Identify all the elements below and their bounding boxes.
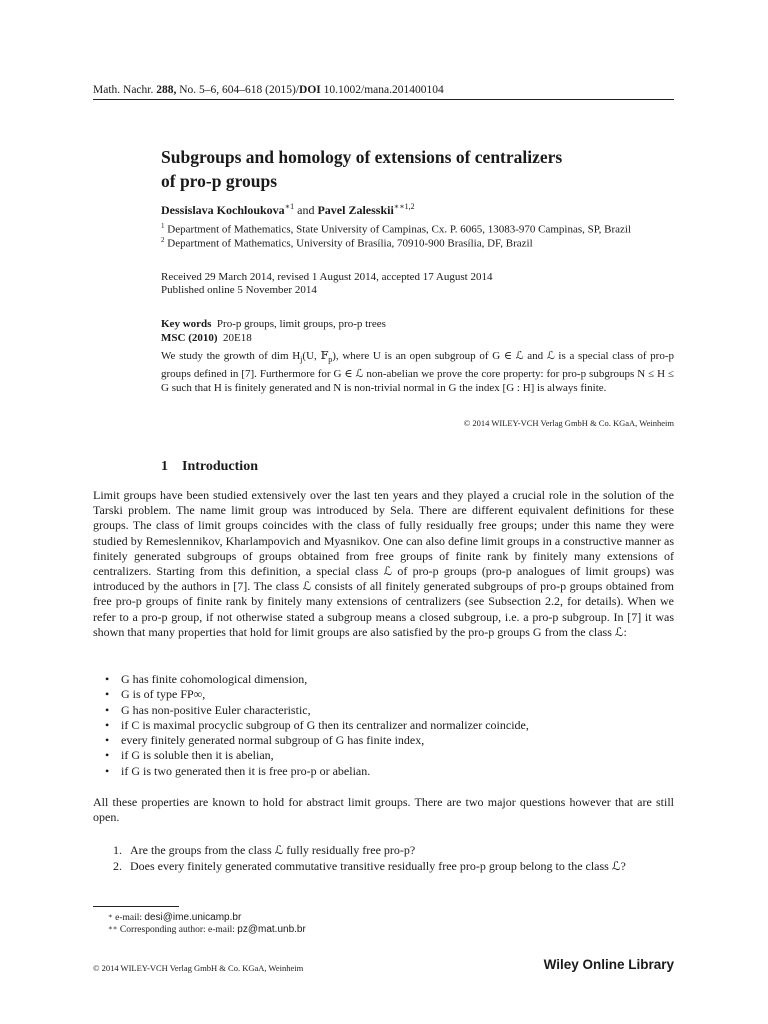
subscript-j: j [300,355,303,365]
question-list [113,842,626,874]
footnote-mark: ∗ [108,912,113,920]
published-date: Published online 5 November 2014 [161,284,317,296]
section-title: Introduction [182,459,258,474]
question-number: 2. [113,859,122,873]
msc-value: 20E18 [223,332,252,344]
keywords [161,318,386,330]
list-item: • if G is two generated then it is free pro-p or abelian. [105,764,529,779]
affiliation-text: Department of Mathematics, State University of Campinas, Cx. P. 6065, 13083-970 Campinas, SP, Brazil [167,223,632,236]
title-line-2: of pro-p groups [161,171,278,191]
open-questions-paragraph: All these properties are known to hold for abstract limit groups. There are two major questions however that are still open. [93,795,674,825]
email-link[interactable]: desi@ime.unicamp.br [144,912,242,923]
author-name: Dessislava Kochloukova [161,203,285,217]
list-item: • G is of type FP∞, [105,687,529,702]
affiliation [161,222,631,236]
affiliation-mark: 2 [161,236,165,244]
list-item [113,842,626,858]
keywords-value: Pro-p groups, limit groups, pro-p trees [216,318,386,330]
doi-label: DOI [299,84,321,96]
keywords-label: Key words [161,318,212,330]
journal-name: Math. Nachr. [93,84,154,96]
list-item: • G has finite cohomological dimension, [105,672,529,687]
header-divider [93,99,674,100]
section-heading [161,459,258,475]
msc-classification [161,332,252,344]
doi-link[interactable]: 10.1002/mana.201400104 [323,84,444,96]
author-list [161,202,415,218]
list-item: • every finitely generated normal subgroup of G has finite index, [105,733,529,748]
author-mark: ∗∗1,2 [393,202,415,211]
list-item [113,858,626,874]
question-text: Are the groups from the class ℒ fully residually free pro-p? [130,843,416,857]
property-list [105,672,529,779]
author-mark: ∗1 [284,202,295,211]
author-name: Pavel Zalesskii [317,203,394,217]
received-dates: Received 29 March 2014, revised 1 August 2014, accepted 17 August 2014 [161,271,493,283]
footnote-divider [93,906,179,907]
intro-paragraph: Limit groups have been studied extensively over the last ten years and they played a crucial role in the solution of the Tarski problem. The name limit group was introduced by Sela. There are different equivalent definitions for these groups. The class of limit groups coincides with the class of fully residually free groups; under this name they were studied by Remeslennikov, Kharlampovich and Myasnikov. One can also define limit groups in a constructive manner as finitely generated subgroups of groups obtained from free groups of finite rank by finitely many extensions of centralizers. Starting from this definition, a special class ℒ of pro-p groups (pro-p analogues of limit groups) was introduced by the authors in [7]. The class ℒ consists of all finitely generated subgroups of pro-p groups obtained from free pro-p groups of finite rank by finitely many extensions of centralizers (see Subsection 2.2, for details). When we refer to a pro-p group, if not otherwise stated a subgroup means a closed subgroup, i.e. a pro-p subgroup. In [7] it was shown that many properties that hold for limit groups are also satisfied by the pro-p groups G from the class ℒ: [93,488,674,639]
affiliation-text: Department of Mathematics, University of Brasília, 70910-900 Brasília, DF, Brazil [167,237,533,250]
question-text: Does every finitely generated commutative transitive residually free pro-p group belong to the class ℒ? [130,859,626,873]
article-title [161,145,631,193]
list-item: • G has non-positive Euler characteristic, [105,703,529,718]
section-number: 1 [161,459,168,474]
journal-issue: No. 5–6, 604–618 (2015) [179,84,296,96]
journal-header [93,84,444,96]
author-conjunction: and [297,203,315,217]
title-line-1: Subgroups and homology of extensions of centralizers [161,147,563,167]
abstract-text: (U, 𝔽 [302,350,329,362]
abstract [161,349,674,395]
question-number: 1. [113,843,122,857]
footnote [108,924,306,935]
publisher-logo[interactable]: Wiley Online Library [543,957,674,972]
journal-volume: 288, [156,84,177,96]
subscript-p: p [328,355,333,365]
copyright-notice: © 2014 WILEY-VCH Verlag GmbH & Co. KGaA, Weinheim [463,418,674,428]
header-separator: / [295,84,300,96]
abstract-text: ), where U is an open subgroup of G ∈ ℒ and ℒ is a special class of pro-p groups defined in [7]. Furthermore for G ∈ ℒ non-abelian we prove the core property: for pro-p subgroups N ≤ H ≤ G such that H is finitely generated and N is non-trivial normal in G the index [G : H] is always finite. [161,350,674,395]
footnote-label: Corresponding author: e-mail: [119,925,235,935]
footnote-mark: ∗∗ [108,924,118,932]
footnote [108,912,241,923]
copyright-footer: © 2014 WILEY-VCH Verlag GmbH & Co. KGaA, Weinheim [93,963,304,973]
abstract-text: We study the growth of dim H [161,350,301,362]
affiliation [161,236,533,250]
list-item: • if G is soluble then it is abelian, [105,748,529,763]
affiliation-mark: 1 [161,222,165,230]
list-item: • if C is maximal procyclic subgroup of G then its centralizer and normalizer coincide, [105,718,529,733]
email-link[interactable]: pz@mat.unb.br [237,924,306,935]
footnote-label: e-mail: [115,913,143,923]
msc-label: MSC (2010) [161,332,218,344]
